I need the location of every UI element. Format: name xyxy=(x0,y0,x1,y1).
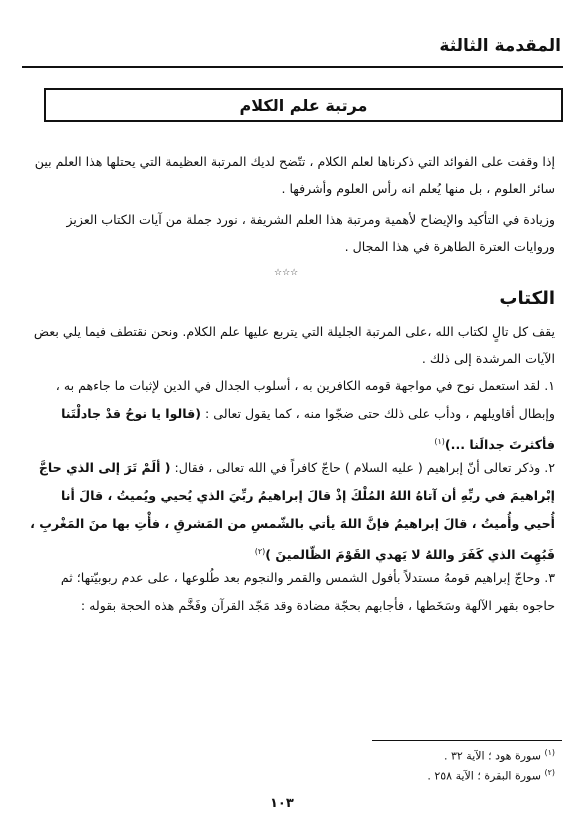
item-text: لقد استعمل نوح في مواجهة قومه الكافرين به ، أسلوب الجدال في الدين لإثبات ما جاءهم به ، وإبطال أقاويلهم ، ودأب على ذلك حتى ضجّوا منه ، كما يقول تعالى : xyxy=(55,378,555,421)
item-number: ٢. xyxy=(544,460,555,475)
footnote-text: سورة البقرة ؛ الآية ٢٥٨ . xyxy=(427,769,541,783)
footnote-rule xyxy=(372,740,562,741)
book-heading: الكتاب xyxy=(499,288,555,309)
chapter-header: المقدمة الثالثة xyxy=(439,36,561,56)
footnote-mark: (٢) xyxy=(544,768,555,777)
section-title-box xyxy=(44,88,563,122)
header-rule xyxy=(22,66,563,68)
footnote-ref: (١) xyxy=(434,437,445,446)
page-number: ١٠٣ xyxy=(270,796,294,811)
intro-paragraph-1: إذا وقفت على الفوائد التي ذكرناها لعلم الكلام ، تتّضح لديك المرتبة العظيمة التي يحتلها هذا العلم بين سائر العلوم ، بل منها يُعلم انه رأس العلوم وأشرفها . xyxy=(34,154,555,196)
footnote xyxy=(444,748,555,763)
footnote xyxy=(427,768,555,783)
footnote-mark: (١) xyxy=(544,748,555,757)
item-text: وذكر تعالى أنّ إبراهيم ( عليه السلام ) حاجّ كافراً في الله تعالى ، فقال: xyxy=(170,460,541,475)
section-title: مرتبة علم الكلام xyxy=(239,95,368,115)
item-quote: (قالوا يا نوحُ قدْ جادلْتَنا فأكثرتَ جدالَنا ...) xyxy=(61,406,555,453)
list-item xyxy=(26,372,555,459)
book-intro: يقف كل تالٍ لكتاب الله ،على المرتبة الجليلة التي يتربع عليها علم الكلام. ونحن نقتطف فيما يلي بعض الآيات المرشدة إلى ذلك . xyxy=(33,324,555,366)
intro-paragraph-2: وزيادة في التأكيد والإيضاح لأهمية ومرتبة هذا العلم الشريفة ، نورد جملة من آيات الكتاب العزيز وروايات العترة الطاهرة في هذا المجال . xyxy=(66,212,555,254)
item-number: ١. xyxy=(544,378,555,393)
item-quote: ( ألَمْ تَرَ إلى الذي حاجَّ إبْراهيمَ في ربِّهِ أن آتاهُ اللهُ المُلْكَ إذْ قالَ إبراهيمُ ربِّيَ الذي يُحيي ويُميتُ ، قالَ أنا أُحيي وأُميتُ ، قالَ إبراهيمُ فإنَّ اللهَ يأتي بالشّمسِ من المَشرقِ ، فأْتِ بها منَ المَغْربِ ، فَبُهِتَ الذي كَفَرَ واللهُ لا يَهدي القَوْمَ الظّالمينَ ) xyxy=(30,460,555,563)
list-item xyxy=(26,454,555,569)
footnote-ref: (٢) xyxy=(254,547,266,556)
footnote-text: سورة هود ؛ الآية ٣٢ . xyxy=(443,749,541,763)
item-text: وحاجّ إبراهيم قومهُ مستدلاً بأفول الشمس والقمر والنجوم بعد طُلوعها ، على عدم ربوبيّتها؛ ثم حاجوه بقهر الآلهة وسَخَطها ، فأجابهم بحجّة مضادة وقد مَجّد القرآن وفَخَّم هذه الحجة بقوله : xyxy=(60,570,555,613)
separator-mark: ☆☆☆ xyxy=(274,268,299,278)
item-number: ٣. xyxy=(544,570,555,585)
list-item xyxy=(26,564,555,620)
